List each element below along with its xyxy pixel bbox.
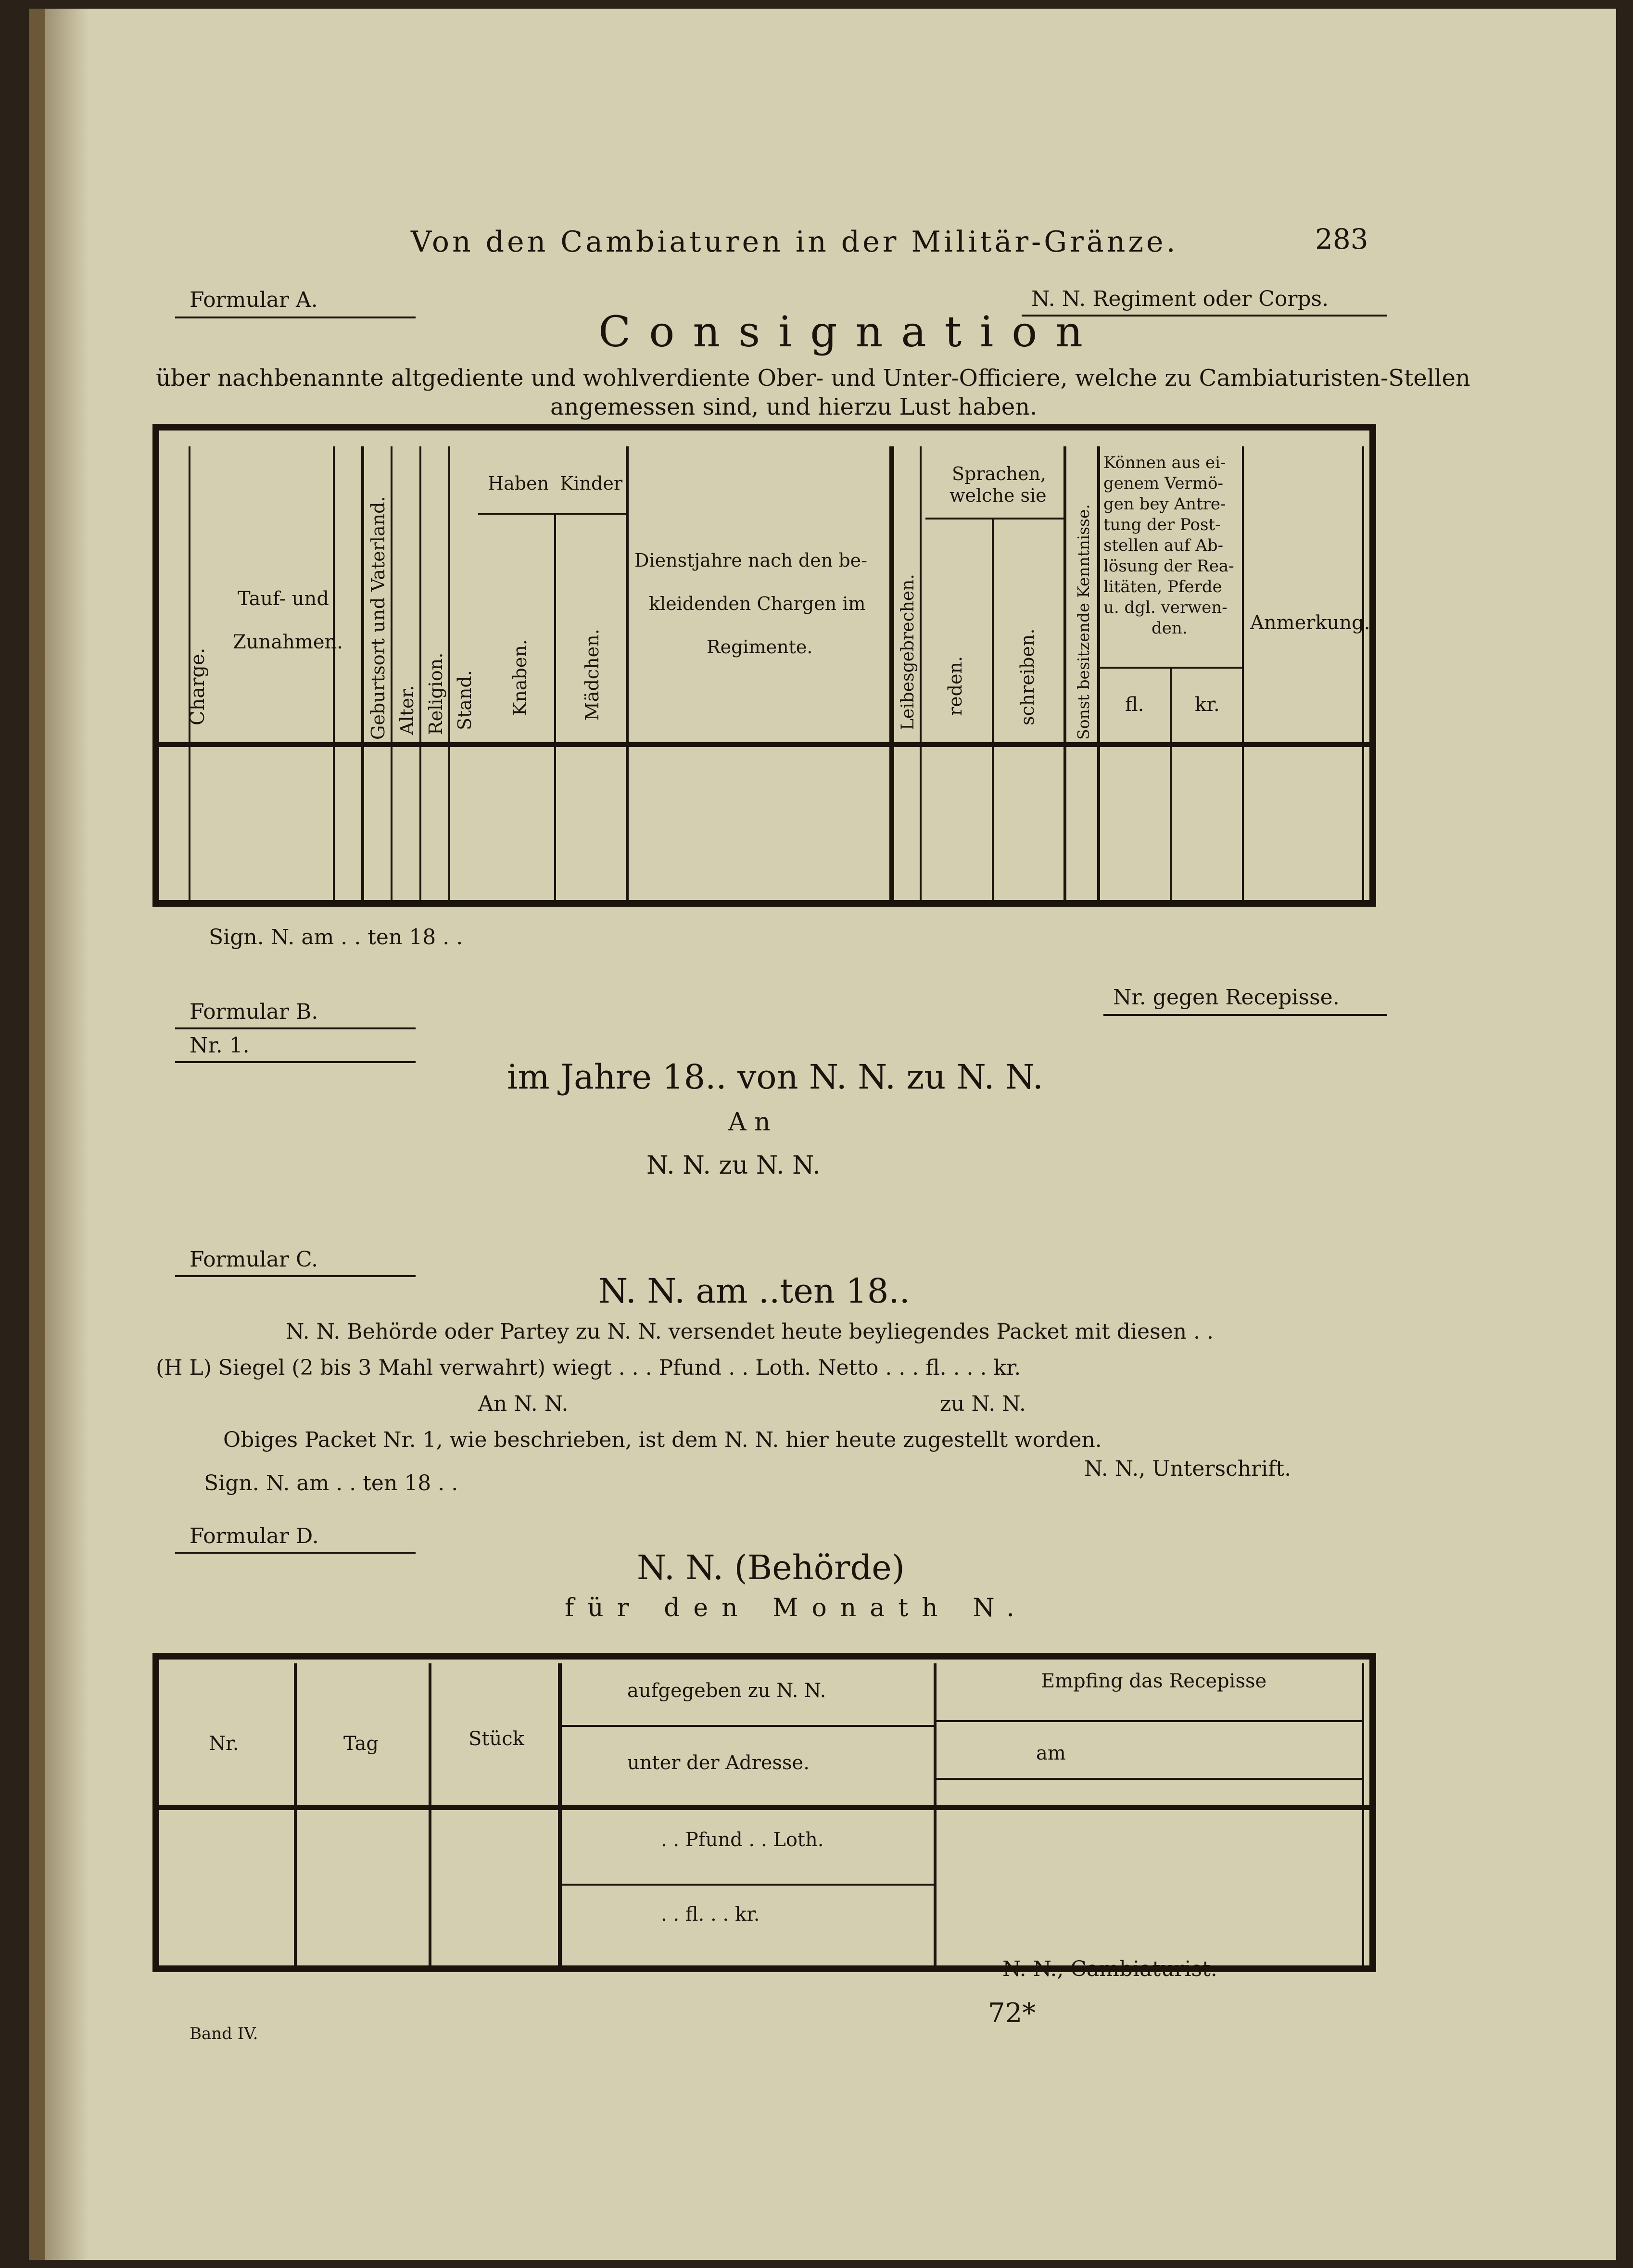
- reg-col-am: am: [1036, 1742, 1066, 1764]
- formular-b-label: Formular B.: [190, 1000, 318, 1024]
- col-haben: Haben: [488, 473, 549, 494]
- consignation-subtitle-1: über nachbenannte altgediente und wohlverdiente Ober- und Unter-Officiere, welche zu Cambiaturisten-Stellen: [156, 365, 1470, 392]
- consignation-subtitle-2: angemessen sind, und hierzu Lust haben.: [550, 393, 1038, 420]
- col-dienst-3: Regimente.: [707, 636, 813, 658]
- formular-c-line-5: N. N., Unterschrift.: [1084, 1457, 1291, 1481]
- formular-d-title: N. N. (Behörde): [637, 1548, 905, 1587]
- col-sprachen-2: welche sie: [949, 485, 1047, 506]
- koennen-line: gen bey Antre-: [1103, 494, 1226, 514]
- formular-c-title: N. N. am ..ten 18..: [598, 1271, 910, 1311]
- reg-col-tag: Tag: [343, 1733, 379, 1755]
- formular-b-line-2: A n: [728, 1108, 771, 1137]
- reg-col-empfing: Empfing das Recepisse: [1041, 1670, 1267, 1692]
- formular-d-subtitle: für den Monath N.: [565, 1594, 1028, 1622]
- consignation-title: Consignation: [598, 307, 1101, 356]
- col-geburtsort: Geburtsort und Vaterland.: [367, 496, 389, 740]
- formular-b-line-3: N. N. zu N. N.: [646, 1151, 821, 1180]
- formular-a-sign: Sign. N. am . . ten 18 . .: [209, 925, 463, 950]
- formular-b-nr: Nr. 1.: [190, 1033, 250, 1058]
- col-dienst-1: Dienstjahre nach den be-: [634, 550, 867, 571]
- koennen-line: litäten, Pferde: [1103, 577, 1222, 596]
- signature-mark: 72*: [988, 1998, 1036, 2029]
- reg-col-nr: Nr.: [209, 1733, 239, 1755]
- recepisse-label: Nr. gegen Recepisse.: [1113, 985, 1340, 1010]
- page-number: 283: [1315, 223, 1368, 255]
- formular-d-label: Formular D.: [190, 1524, 319, 1548]
- koennen-line: Können aus ei-: [1103, 453, 1226, 472]
- col-maedchen: Mädchen.: [582, 629, 603, 721]
- koennen-line: genem Vermö-: [1103, 474, 1223, 493]
- formular-c-line-3b: zu N. N.: [940, 1392, 1026, 1416]
- koennen-line: den.: [1152, 619, 1188, 638]
- col-kenntnisse: Sonst besitzende Kenntnisse.: [1074, 504, 1093, 740]
- reg-col-adresse: unter der Adresse.: [627, 1752, 810, 1774]
- koennen-line: tung der Post-: [1103, 515, 1221, 534]
- formular-c-line-3a: An N. N.: [478, 1392, 569, 1416]
- col-schreiben: schreiben.: [1017, 628, 1038, 725]
- formular-c-line-1: N. N. Behörde oder Partey zu N. N. versendet heute beyliegendes Packet mit diesen . .: [286, 1319, 1214, 1344]
- formular-c-label: Formular C.: [190, 1247, 318, 1272]
- reg-cell-pfund: . . Pfund . . Loth.: [661, 1829, 824, 1851]
- reg-col-aufgegeben: aufgegeben zu N. N.: [627, 1680, 826, 1702]
- col-religion: Religion.: [425, 652, 446, 735]
- cambiaturist-signature: N. N., Cambiaturist.: [1002, 1957, 1217, 1981]
- formular-a-label: Formular A.: [190, 288, 318, 312]
- col-zunahmen: Zunahmen.: [233, 631, 343, 653]
- col-fl: fl.: [1125, 694, 1144, 716]
- koennen-line: u. dgl. verwen-: [1103, 598, 1228, 617]
- col-kinder: Kinder: [560, 473, 622, 494]
- col-reden: reden.: [945, 656, 966, 716]
- reg-cell-flkr: . . fl. . . kr.: [661, 1903, 760, 1926]
- formular-c-sign: Sign. N. am . . ten 18 . .: [204, 1471, 458, 1495]
- book-page: [29, 9, 1616, 2260]
- col-tauf: Tauf- und: [238, 588, 329, 610]
- col-knaben: Knaben.: [509, 639, 531, 716]
- col-leibesgebrechen: Leibesgebrechen.: [898, 574, 918, 730]
- koennen-line: stellen auf Ab-: [1103, 536, 1224, 555]
- col-alter: Alter.: [396, 685, 418, 735]
- col-dienst-2: kleidenden Chargen im: [649, 593, 866, 614]
- col-kr: kr.: [1195, 694, 1220, 716]
- col-sprachen-1: Sprachen,: [952, 463, 1046, 484]
- col-charge: Charge.: [187, 647, 209, 725]
- register-table: [45, 9, 1633, 2260]
- reg-col-stueck: Stück: [468, 1728, 524, 1750]
- formular-c-line-4: Obiges Packet Nr. 1, wie beschrieben, ist dem N. N. hier heute zugestellt worden.: [223, 1428, 1102, 1452]
- running-title: Von den Cambiaturen in der Militär-Gränze.: [411, 225, 1178, 259]
- koennen-line: lösung der Rea-: [1103, 557, 1234, 576]
- col-stand: Stand.: [454, 670, 475, 730]
- formular-b-line-1: im Jahre 18.. von N. N. zu N. N.: [507, 1057, 1043, 1097]
- col-anmerkung: Anmerkung.: [1250, 612, 1370, 634]
- formular-c-line-2: (H L) Siegel (2 bis 3 Mahl verwahrt) wiegt . . . Pfund . . Loth. Netto . . . fl. . . . kr.: [156, 1356, 1021, 1380]
- band-label: Band IV.: [190, 2024, 258, 2043]
- regiment-label: N. N. Regiment oder Corps.: [1031, 287, 1329, 311]
